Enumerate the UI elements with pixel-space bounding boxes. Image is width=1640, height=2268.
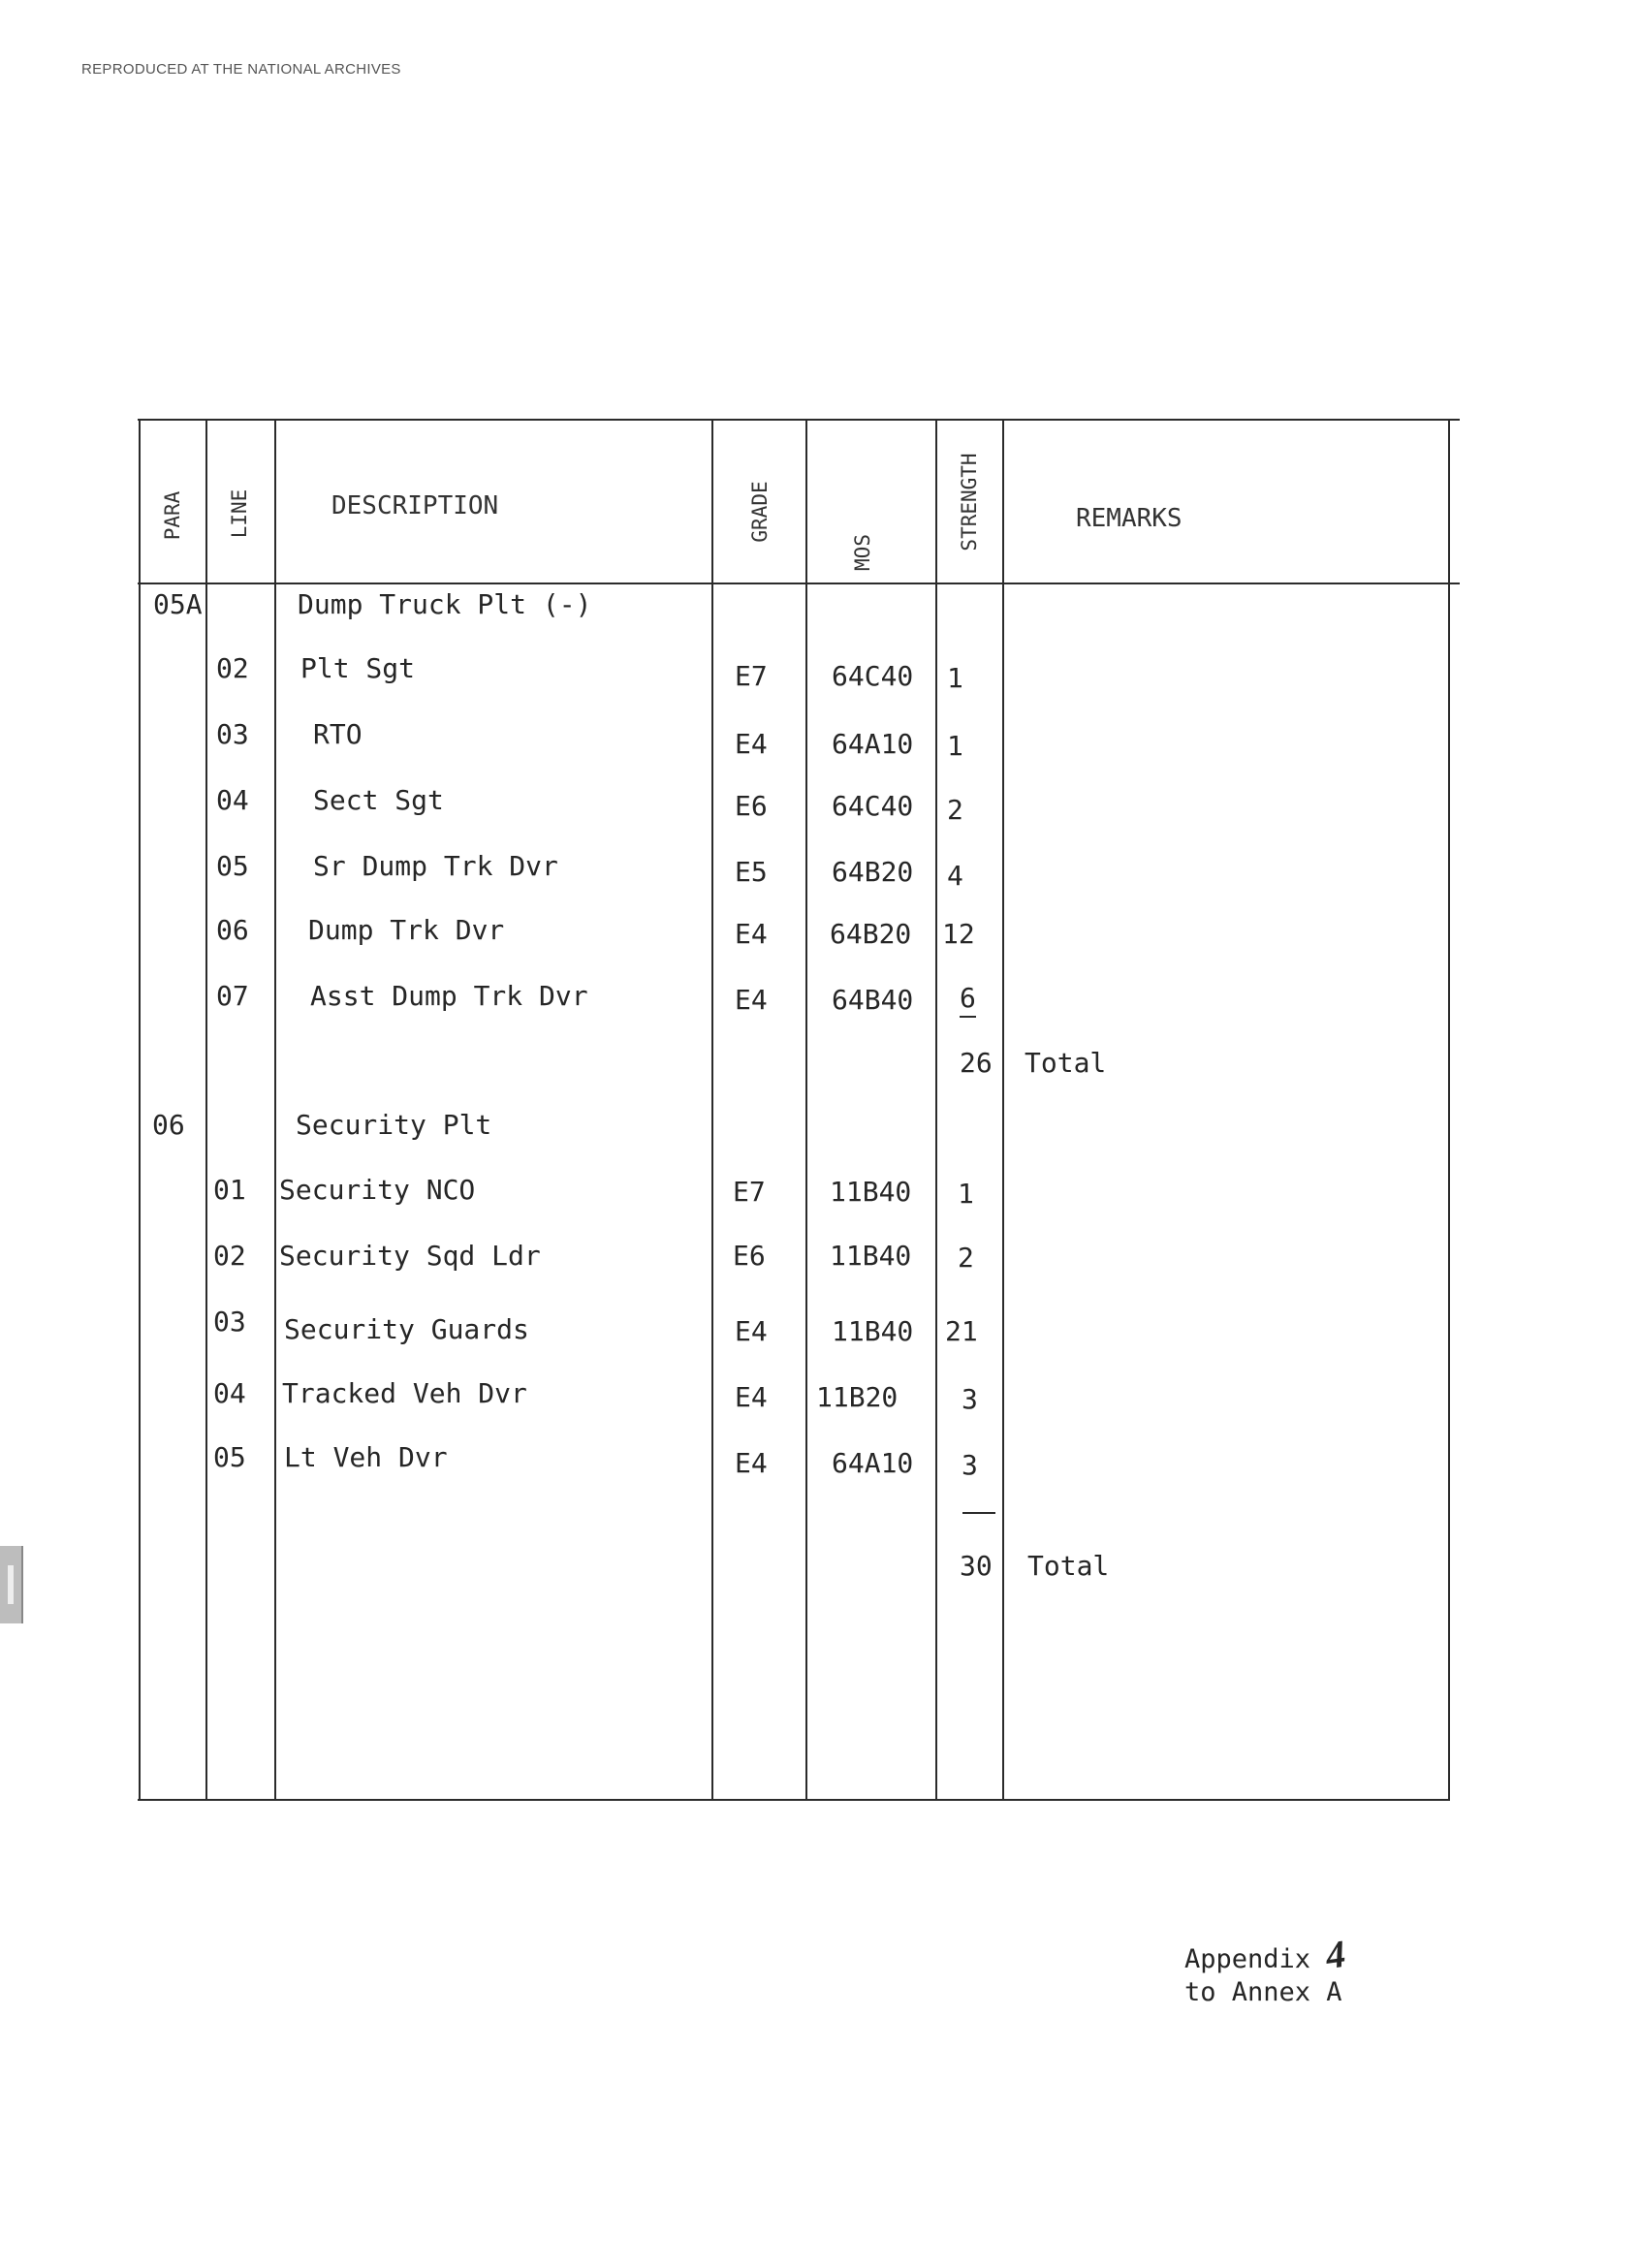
table-row-line: 04 — [216, 784, 249, 816]
table-row-line: 04 — [213, 1377, 246, 1409]
table-row-strength-total: 30 — [960, 1550, 993, 1582]
table-row-strength: 1 — [947, 730, 963, 762]
table-row-description: Tracked Veh Dvr — [282, 1377, 527, 1409]
table-row-line: 07 — [216, 980, 249, 1012]
table-row-grade: E4 — [735, 1381, 768, 1413]
table-row-grade: E4 — [735, 984, 768, 1016]
table-row-strength: 12 — [942, 918, 975, 950]
table-row-mos: 64C40 — [832, 790, 914, 822]
table-row-grade: E5 — [735, 856, 768, 888]
table-row-description: RTO — [313, 718, 363, 750]
table-row-strength: 6 — [960, 985, 976, 1018]
col-divider-strength — [935, 419, 937, 1801]
table-row-mos: 64B40 — [832, 984, 914, 1016]
table-left-border — [139, 419, 141, 1801]
header-para: PARA — [161, 490, 184, 541]
table-row-description: Dump Truck Plt (-) — [298, 588, 592, 620]
table-row-description: Asst Dump Trk Dvr — [310, 980, 588, 1012]
table-row-para: 05A — [153, 588, 203, 620]
table-row-grade: E4 — [735, 1315, 768, 1347]
table-row-grade: E4 — [735, 918, 768, 950]
table-row-line: 05 — [213, 1441, 246, 1473]
table-row-mos: 64C40 — [832, 660, 914, 692]
table-row-grade: E7 — [735, 660, 768, 692]
table-row-mos: 11B40 — [830, 1176, 912, 1208]
appendix-label: Appendix — [1184, 1944, 1311, 1974]
table-top-border — [138, 419, 1460, 421]
table-row-grade: E4 — [735, 1447, 768, 1479]
col-divider-line — [205, 419, 207, 1801]
scan-edge-artifact — [0, 1546, 23, 1623]
table-row-strength: 1 — [947, 662, 963, 694]
table-row-description: Dump Trk Dvr — [308, 914, 505, 946]
table-bottom-border — [138, 1799, 1448, 1801]
col-divider-mos — [805, 419, 807, 1801]
header-remarks: REMARKS — [1076, 504, 1183, 533]
table-row-mos: 11B20 — [816, 1381, 899, 1413]
table-row-description: Lt Veh Dvr — [284, 1441, 448, 1473]
archive-stamp: REPRODUCED AT THE NATIONAL ARCHIVES — [81, 61, 401, 78]
table-row-line: 01 — [213, 1174, 246, 1206]
annex-label: to Annex A — [1184, 1977, 1342, 2007]
table-row-grade: E7 — [733, 1176, 766, 1208]
table-row-strength: 2 — [958, 1242, 974, 1274]
table-row-description: Security Sqd Ldr — [279, 1240, 541, 1272]
table-row-mos: 64B20 — [830, 918, 912, 950]
table-row-remarks: Total — [1027, 1550, 1110, 1582]
header-line: LINE — [228, 488, 251, 539]
table-right-border — [1448, 419, 1450, 1801]
table-row-mos: 64A10 — [832, 1447, 914, 1479]
table-row-mos: 64A10 — [832, 728, 914, 760]
table-row-remarks: Total — [1025, 1047, 1107, 1079]
table-row-mos: 64B20 — [832, 856, 914, 888]
table-row-line: 02 — [216, 652, 249, 684]
table-row-strength: 3 — [962, 1449, 978, 1481]
col-divider-description — [274, 419, 276, 1801]
appendix-number: 4 — [1323, 1931, 1349, 1978]
col-divider-grade — [711, 419, 713, 1801]
table-row-description: Security Guards — [284, 1313, 529, 1345]
table-row-strength-total: 26 — [960, 1047, 993, 1079]
table-row-description: Security NCO — [279, 1174, 476, 1206]
table-row-description: Plt Sgt — [300, 652, 416, 684]
table-row-strength: 21 — [945, 1315, 978, 1347]
table-row-para: 06 — [152, 1109, 185, 1141]
col-divider-remarks — [1002, 419, 1004, 1801]
table-row-line: 02 — [213, 1240, 246, 1272]
table-row-line: 03 — [216, 718, 249, 750]
table-row-grade: E4 — [735, 728, 768, 760]
table-row-description: Sect Sgt — [313, 784, 444, 816]
table-row-description: Security Plt — [296, 1109, 492, 1141]
table-row-grade: E6 — [735, 790, 768, 822]
table-row-mos: 11B40 — [830, 1240, 912, 1272]
header-description: DESCRIPTION — [331, 491, 499, 520]
table-row-line: 05 — [216, 850, 249, 882]
subtotal-rule — [962, 1512, 995, 1514]
table-row-strength: 4 — [947, 860, 963, 892]
header-grade: GRADE — [748, 481, 772, 543]
table-row-strength: 2 — [947, 794, 963, 826]
table-row-description: Sr Dump Trk Dvr — [313, 850, 558, 882]
appendix-reference — [1184, 1931, 1349, 2009]
table-row-line: 06 — [216, 914, 249, 946]
table-row-strength: 3 — [962, 1383, 978, 1415]
table-row-strength: 1 — [958, 1178, 974, 1210]
header-strength: STRENGTH — [958, 453, 981, 551]
table-row-mos: 11B40 — [832, 1315, 914, 1347]
header-separator — [138, 583, 1460, 584]
table-row-line: 03 — [213, 1306, 246, 1338]
header-mos: MOS — [851, 534, 874, 571]
table-row-grade: E6 — [733, 1240, 766, 1272]
